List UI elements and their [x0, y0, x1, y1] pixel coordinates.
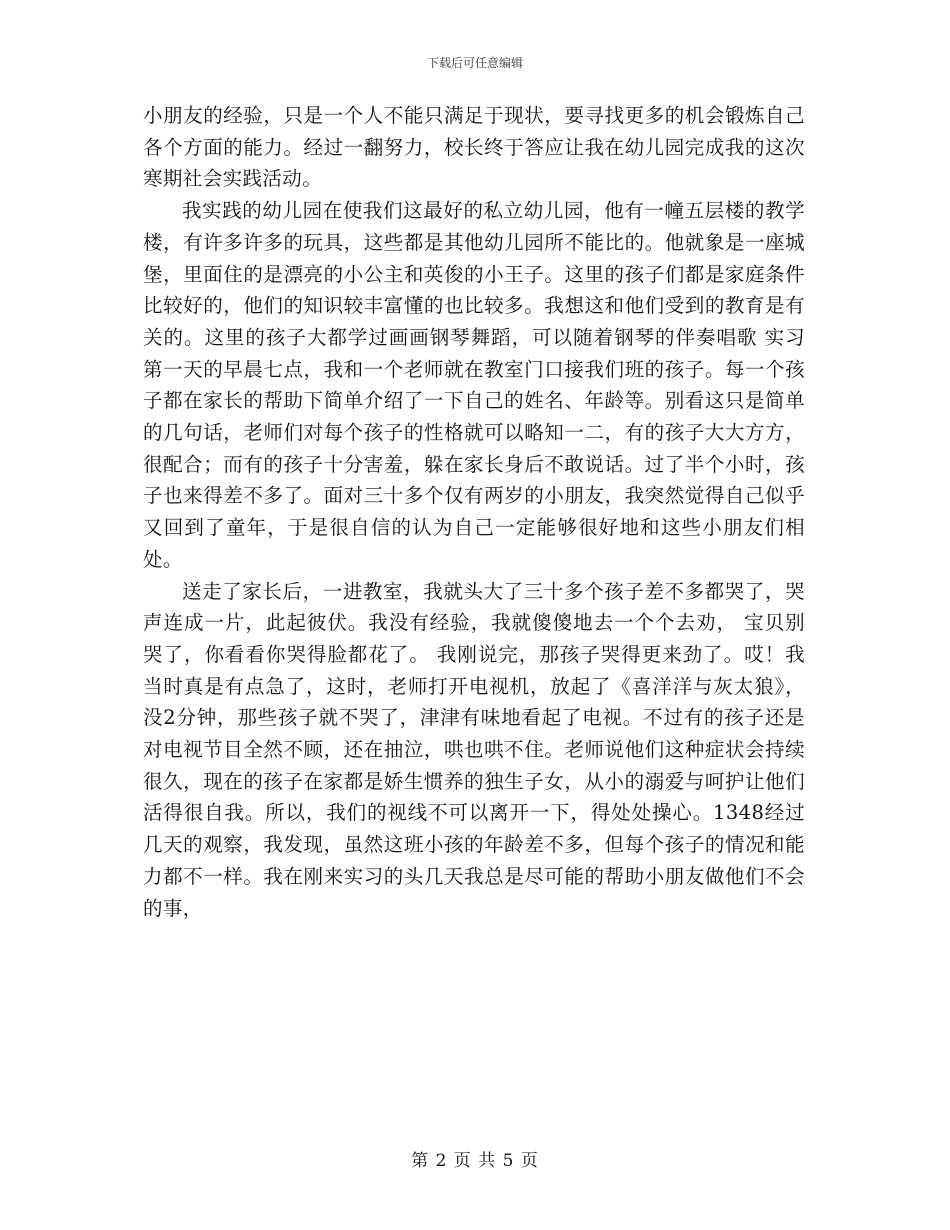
paragraph-2: 我实践的幼儿园在使我们这最好的私立幼儿园，他有一幢五层楼的教学楼，有许多许多的玩具，这些都是其他幼儿园所不能比的。他就象是一座城堡，里面住的是漂亮的小公主和英俊的小王子。这里的孩子们都是家庭条件比较好的，他们的知识较丰富懂的也比较多。我想这和他们受到的教育是有关的。这里的孩子大都学过画画钢琴舞蹈，可以随着钢琴的伴奏唱歌 实习第一天的早晨七点，我和一个老师就在教室门口接我们班的孩子。每一个孩子都在家长的帮助下简单介绍了一下自己的姓名、年龄等。别看这只是简单的几句话，老师们对每个孩子的性格就可以略知一二，有的孩子大大方方，很配合；而有的孩子十分害羞，躲在家长身后不敢说话。过了半个小时，孩子也来得差不多了。面对三十多个仅有两岁的小朋友，我突然觉得自己似乎又回到了童年，于是很自信的认为自己一定能够很好地和这些小朋友们相处。	[143, 199, 805, 571]
paragraph-1: 小朋友的经验，只是一个人不能只满足于现状，要寻找更多的机会锻炼自己各个方面的能力。经过一翻努力，校长终于答应让我在幼儿园完成我的这次寒期社会实践活动。	[143, 104, 805, 191]
page-footer: 第 2 页 共 5 页	[411, 1151, 539, 1171]
paragraph-3: 送走了家长后，一进教室，我就头大了三十多个孩子差不多都哭了，哭声连成一片，此起彼伏。我没有经验，我就傻傻地去一个个去劝， 宝贝别哭了，你看看你哭得脸都花了。 我刚说完，那孩子哭得更来劲了。哎！我当时真是有点急了，这时，老师打开电视机，放起了《喜洋洋与灰太狼》，没2分钟，那些孩子就不哭了，津津有味地看起了电视。不过有的孩子还是对电视节目全然不顾，还在抽泣，哄也哄不住。老师说他们这种症状会持续很久，现在的孩子在家都是娇生惯养的独生子女，从小的溺爱与呵护让他们活得很自我。所以，我们的视线不可以离开一下，得处处操心。1348经过几天的观察，我发现，虽然这班小孩的年龄差不多，但每个孩子的情况和能力都不一样。我在刚来实习的头几天我总是尽可能的帮助小朋友做他们不会的事，	[143, 579, 805, 920]
document-body	[143, 100, 805, 924]
page-header: 下载后可任意编辑	[426, 56, 523, 70]
